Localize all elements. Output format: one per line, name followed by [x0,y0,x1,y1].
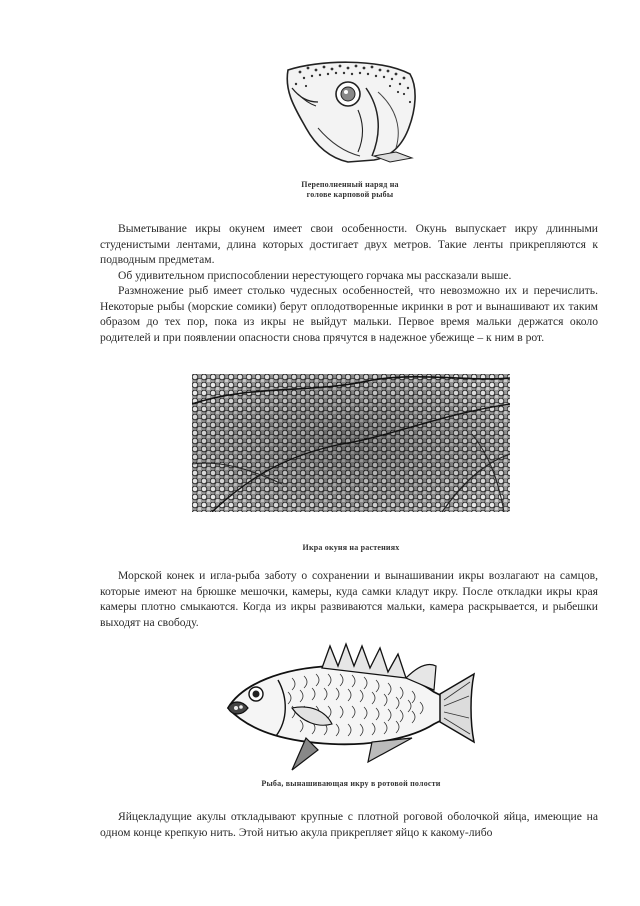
fish-roe-texture-icon [192,374,510,512]
paragraph-shark-eggs: Яйцекладущие акулы откладывают крупные с плотной роговой оболочкой яйца, имеющие на одном конце крепкую нить. Этой нитью акула прикрепляет яйцо к какому-либо [100,810,598,839]
figure-caption-3: Рыба, вынашивающая икру в ротовой полости [261,779,441,788]
paragraph-bitterling: Об удивительном приспособлении нерестующего горчака мы рассказали выше. [118,269,512,282]
fish-illustration-icon [222,638,478,772]
fish-head-illustration-icon [278,58,420,174]
figure-caption-1: Переполненный наряд на голове карповой рыбы [301,180,399,199]
figure-caption-2: Икра окуня на растениях [302,543,400,552]
paragraph-mouth-brooding: Размножение рыб имеет столько чудесных особенностей, что невозможно их и перечислить. Некоторые рыбы (морские сомики) берут оплодотворенные икринки в рот и вынашивают их таким образом до тех пор, пока из икры не выйдут мальки. Первое время мальки держатся около родителей и при появлении опасности снова прячутся в надежное убежище – к ним в рот. [100,284,598,344]
paragraph-seahorse: Морской конек и игла-рыба заботу о сохранении и вынашивании икры возлагают на самцов, которые имеют на брюшке мешочки, камеры, куда самки кладут икру. После откладки икры края камеры плотно смыкаются. Когда из икры развиваются мальки, камера раскрывается, и рыбешки выходят на свободу. [100,569,598,629]
paragraph-perch-spawning: Выметывание икры окунем имеет свои особенности. Окунь выпускает икру длинными студенистыми лентами, длина которых достигает двух метров. Такие ленты прикрепляются к подводным предметам. [100,222,598,267]
